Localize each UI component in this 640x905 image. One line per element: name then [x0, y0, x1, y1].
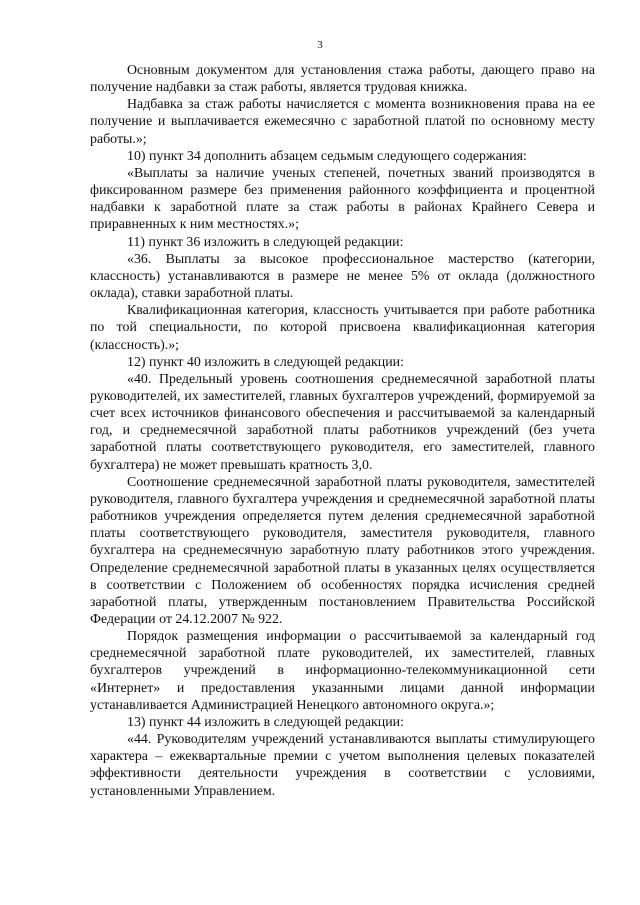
paragraph: 10) пункт 34 дополнить абзацем седьмым следующего содержания: [127, 148, 527, 164]
paragraph: 13) пункт 44 изложить в следующей редакции: [127, 714, 404, 730]
paragraph: Порядок размещения информации о рассчитываемой за календарный год среднемесячной заработной плате руководителей, их заместителей, главных бухгалтеров учреждений в информационно-телекоммуникационной сети «Интернет» и предоставления указанными лицами данной информации устанавливается Администрацией Ненецкого автономного округа.»; [90, 629, 595, 713]
document-body [90, 62, 595, 800]
paragraph: 11) пункт 36 изложить в следующей редакции: [127, 234, 404, 250]
paragraph: «36. Выплаты за высокое профессиональное мастерство (категории, классность) устанавливаются в размере не менее 5% от оклада (должностного оклада), ставки заработной платы. [90, 251, 595, 302]
paragraph: Соотношение среднемесячной заработной платы руководителя, заместителей руководителя, главного бухгалтера учреждения и среднемесячной заработной платы работников учреждения определяется путем деления среднемесячной заработной платы соответствующего руководителя, заместителя руководителя, главного бухгалтера на среднемесячную заработную плату работников этого учреждения. Определение среднемесячной заработной платы в указанных целях осуществляется в соответствии с Положением об особенностях порядка исчисления средней заработной платы, утвержденным постановлением Правительства Российской Федерации от 24.12.2007 № 922. [90, 474, 595, 627]
page-number: 3 [317, 39, 323, 51]
paragraph: Квалификационная категория, классность учитывается при работе работника по той специальности, по которой присвоена квалификационная категория (классность).»; [90, 303, 595, 353]
paragraph: Основным документом для установления стажа работы, дающего право на получение надбавки за стаж работы, является трудовая книжка. [90, 63, 595, 96]
paragraph: 12) пункт 40 изложить в следующей редакции: [127, 354, 404, 370]
paragraph: «Выплаты за наличие ученых степеней, почетных званий производятся в фиксированном размере без применения районного коэффициента и процентной надбавки к заработной плате за стаж работы в районах Крайнего Севера и приравненных к ним местностях.»; [90, 165, 595, 233]
paragraph: Надбавка за стаж работы начисляется с момента возникновения права на ее получение и выплачивается ежемесячно с заработной платой по основному месту работы.»; [90, 97, 595, 147]
paragraph: «44. Руководителям учреждений устанавливаются выплаты стимулирующего характера – ежеквартальные премии с учетом выполнения целевых показателей эффективности деятельности учреждения в соответствии с условиями, установленными Управлением. [90, 732, 595, 799]
paragraph: «40. Предельный уровень соотношения среднемесячной заработной платы руководителей, их заместителей, главных бухгалтеров учреждений, формируемой за счет всех источников финансового обеспечения и рассчитываемой за календарный год, и среднемесячной заработной платы работников учреждений (без учета заработной платы соответствующего руководителя, его заместителей, главного бухгалтера) не может превышать кратность 3,0. [90, 371, 595, 473]
